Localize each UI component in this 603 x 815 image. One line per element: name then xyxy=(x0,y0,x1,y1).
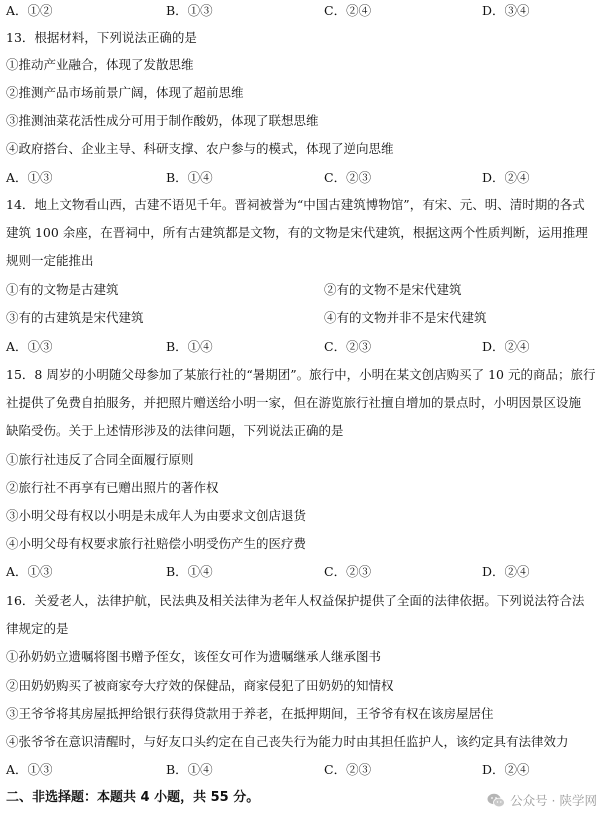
q14-item-3: ③有的古建筑是宋代建筑 xyxy=(6,310,144,325)
q16-item-1: ①孙奶奶立遗嘱将图书赠予侄女，该侄女可作为遗嘱继承人继承图书 xyxy=(6,649,382,664)
q16-option-c: C．②③ xyxy=(324,762,372,777)
q14-item-4: ④有的文物并非不是宋代建筑 xyxy=(324,310,487,325)
q15-option-a: A．①③ xyxy=(6,564,53,579)
section-2-heading: 二、非选择题：本题共 4 小题，共 55 分。 xyxy=(6,790,260,805)
q15-stem-line-1: 15．8 周岁的小明随父母参加了某旅行社的“暑期团”。旅行中，小明在某文创店购买了 10 元的商品；旅行 xyxy=(6,367,596,382)
q12-option-c: C．②④ xyxy=(324,3,372,18)
q14-stem-line-3: 规则一定能推出 xyxy=(6,253,94,268)
q13-item-4: ④政府搭台、企业主导、科研支撑、农户参与的模式，体现了逆向思维 xyxy=(6,141,394,156)
q13-item-2: ②推测产品市场前景广阔，体现了超前思维 xyxy=(6,85,244,100)
q14-option-d: D．②④ xyxy=(482,339,530,354)
q14-item-2: ②有的文物不是宋代建筑 xyxy=(324,282,462,297)
q13-option-b: B．①④ xyxy=(166,170,213,185)
q16-stem-line-1: 16．关爱老人，法律护航，民法典及相关法律为老年人权益保护提供了全面的法律依据。下列说法符合法 xyxy=(6,593,585,608)
q12-option-a: A．①② xyxy=(6,3,53,18)
q16-option-b: B．①④ xyxy=(166,762,213,777)
q15-option-c: C．②③ xyxy=(324,564,372,579)
q14-option-c: C．②③ xyxy=(324,339,372,354)
q13-item-3: ③推测油菜花活性成分可用于制作酸奶，体现了联想思维 xyxy=(6,113,319,128)
q12-options xyxy=(6,2,596,20)
q14-options xyxy=(6,338,596,356)
q15-item-3: ③小明父母有权以小明是未成年人为由要求文创店退货 xyxy=(6,508,307,523)
watermark-text: 公众号 · 陕学网 xyxy=(510,793,597,808)
q14-stem-line-2: 建筑 100 余座，在晋祠中，所有古建筑都是文物，有的文物是宋代建筑，根据这两个性质判断，运用推理 xyxy=(6,225,588,240)
q12-option-d: D．③④ xyxy=(482,3,530,18)
q16-item-2: ②田奶奶购买了被商家夸大疗效的保健品，商家侵犯了田奶奶的知情权 xyxy=(6,678,394,693)
q15-option-d: D．②④ xyxy=(482,564,530,579)
q15-item-1: ①旅行社违反了合同全面履行原则 xyxy=(6,452,194,467)
q16-option-a: A．①③ xyxy=(6,762,53,777)
q16-stem-line-2: 律规定的是 xyxy=(6,621,69,636)
q14-option-b: B．①④ xyxy=(166,339,213,354)
q15-item-2: ②旅行社不再享有已赠出照片的著作权 xyxy=(6,480,219,495)
watermark xyxy=(487,791,597,809)
q14-option-a: A．①③ xyxy=(6,339,53,354)
q13-item-1: ①推动产业融合，体现了发散思维 xyxy=(6,57,194,72)
q14-stem-line-1: 14．地上文物看山西，古建不语见千年。晋祠被誉为“中国古建筑博物馆”，有宋、元、明、清时期的各式 xyxy=(6,197,585,212)
q15-item-4: ④小明父母有权要求旅行社赔偿小明受伤产生的医疗费 xyxy=(6,536,307,551)
q15-options xyxy=(6,563,596,581)
q15-stem-line-2: 社提供了免费自拍服务，并把照片赠送给小明一家，但在游览旅行社擅自增加的景点时，小明因景区设施 xyxy=(6,395,582,410)
q16-options xyxy=(6,761,596,779)
q16-option-d: D．②④ xyxy=(482,762,530,777)
wechat-icon xyxy=(487,793,505,808)
q16-item-3: ③王爷爷将其房屋抵押给银行获得贷款用于养老，在抵押期间，王爷爷有权在该房屋居住 xyxy=(6,706,494,721)
q15-option-b: B．①④ xyxy=(166,564,213,579)
q13-stem: 13．根据材料，下列说法正确的是 xyxy=(6,30,197,45)
q13-option-a: A．①③ xyxy=(6,170,53,185)
q13-option-d: D．②④ xyxy=(482,170,530,185)
q14-item-1: ①有的文物是古建筑 xyxy=(6,282,119,297)
q16-item-4: ④张爷爷在意识清醒时，与好友口头约定在自己丧失行为能力时由其担任监护人，该约定具有法律效力 xyxy=(6,734,569,749)
q12-option-b: B．①③ xyxy=(166,3,213,18)
q13-option-c: C．②③ xyxy=(324,170,372,185)
q15-stem-line-3: 缺陷受伤。关于上述情形涉及的法律问题，下列说法正确的是 xyxy=(6,423,344,438)
q13-options xyxy=(6,169,596,187)
